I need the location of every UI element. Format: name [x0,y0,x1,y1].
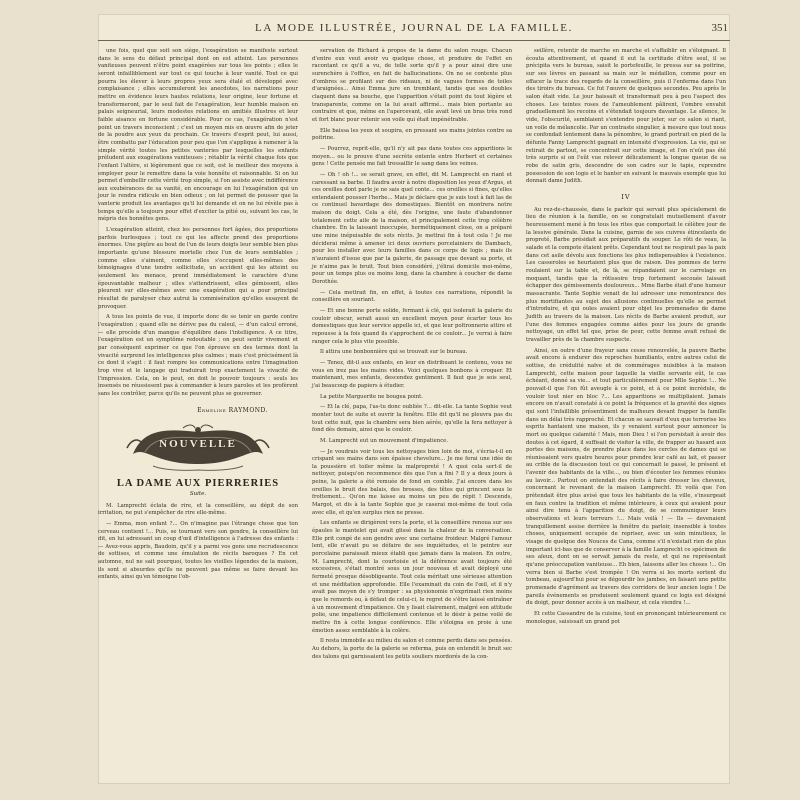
paragraph: une fois, quel que soit son siège, l'exagération se manifeste surtout dans le sens du défaut principal dont on est atteint. Les personnes vaniteuses peuvent n'être point exagérées sur tous les points ; elles le seront infailliblement sur tout ce qui touche à leur vanité. Tout ce qui pourra les élever à leurs propres yeux sera étalé et développé avec complaisance ; elles accumuleront les anecdotes, les narrations pour mettre en évidence leurs hautes relations, leur origine, leur fortune et transformeront, par le seul fait de l'exagération, leur humble maison en palais seigneurial, leurs modestes relations en amitiés illustres et leur faible aisance en fortune considérable. Pour ce cas, l'exagération n'est point un travers inconscient ; c'est un moyen mis en œuvre afin de jeter de la poudre aux yeux du prochain. Ce travers d'esprit peut, lui aussi, être combattu par l'éducation pour peu que l'on s'applique à ramener à la simple vérité toutes les petites vanteries par lesquelles les enfants préludent aux exagérations vaniteuses ; rétablir la vérité chaque fois que l'enfant l'altère, si légèrement que ce soit, est le meilleur des moyens à employer pour le remettre dans la voie honnête et raisonnable. Si on lui permet d'embellir cette vérité trop simple, si l'on assiste avec indifférence aux exubérances de sa vanité, en encourage en lui l'exagération qui un jour le rendra ridicule en bien odieux ; on lui permet de pousser que la vanterie produit les avantages qu'il lui demande et on ne lui révèle pas à temps qu'elle a toujours pour effet d'exciter la pitié ou, suivant les cas, le mépris des honnêtes gens. [98,48,298,223]
paragraph: La petite Marguerite ne bougea point. [320,393,423,400]
nouvelle-vignette [123,424,273,472]
paragraph: Et cette Cassandre de la cuisine, tout en prononçant intérieurement ce monologue, saisissait un grand pot [526,610,726,625]
paragraph: servation de Richard à propos de la dame du salon rouge. Chacun d'entre eux veut avoir vu quelque chose, et produire de l'effet en racontant ce qu'il a vu, de telle sorte qu'il y a pour ainsi dire une surenchère à l'office, en fait de hallucinations. On ne se contente plus d'ombres se profilant sur des rideaux, ni de vagues formes de toiles d'araignées... Ainsi Emma jure en tremblant, tandis que ses doubles claquent dans sa bouche, que l'apparition s'était point du tout légère et transparente, comme on la lui avait affirmé... mais bien portante au contraire et que, même en l'apercevant, elle avait levé un bras très rond et fort blanc pour retenir son voile qui était impénétrable. [312,48,512,123]
paragraph: Elle baissa les yeux et soupira, en pressant ses mains jointes contre sa poitrine. [312,127,512,142]
paragraph: Les enfants se dirigèrent vers la porte, et la conseillère renoua sur ses épaules le mantelet qui avait glissé dans la chaleur de la conversation. Elle prit congé de son gendre avec une certaine froideur. Malgré l'amour lent, elle n'avait pu se défaire de ses inquiétudes, et le peintre sur porcelaine paraissait mieux établi que jamais dans la maison. En outre, M. Lamprecht, dont la courtoisie et la déférence avait toujours été excessives, s'était montré sous un jour nouveau et avait déployé une fermeté presque désobligeante. Tout cela méritait une sérieuse attention et une méditation approfondie. Elle l'examinait du coin de l'œil, et il n'y avait pas moyen de s'y tromper : sa physionomie n'exprimait rien moins que le remords ou, à défaut de celui-ci, le regret de s'être laissé entraîner à un mouvement d'impatience. On y lisait clairement, malgré son attitude polie, une impatience difficilement contenue et le désir à peine voilé de mettre fin à cette longue conférence. Elle s'éloigna en proie à une émotion assez semblable à la colère. [312,520,512,634]
paragraph: A tous les points de vue, il importe donc de se tenir en garde contre l'exagération ; quand elle ne dérive pas du caleul, — d'un calcul erroné, — elle procède d'un manque d'équilibre dans l'intelligence. A ce titre, l'exagération est un symptôme redoutable ; on peut sentir vivement et par conséquent exprimer ce que l'on éprouve en des termes dont la vivacité surprend les intelligences plus calmes ; mais c'est précisément là ce dont il s'agit : il faut rompre les communications entre l'imagination trop vive et le langage qui traduirait trop exactement la vivacité de l'impression. Cela, on le peut, on doit le pouvoir toujours : seuls les insensés ne réussissent pas à commander à leurs paroles et les profèrent sans les contrôler, parce qu'ils ne peuvent plus se gouverner. [98,314,298,397]
paragraph: M. Lamprecht éclata de rire, et la conseillère, au dépit de son irritation, ne put s'empêcher de rire elle-même. [98,502,298,517]
paragraph: Au rez-de-chaussée, dans le parloir qui servait plus spécialement de lieu de réunion à la famille, on se congratulait mutuellement d'avoir heureusement mené à fin tous les rites que comportait le célèbre jour de la lessive générale. Dans la cuisine, garnie de ses cuivres étincelants de propreté, Barbe présidait aux préparatifs du souper. Le rôti de veau, la salade et la compote étaient prêts. Cependant tout ne respirait pas la paix dans cet asile dévolu aux fonctions les plus indispensables à l'existence. Les casseroles se heurtaient plus que de raison. Des pommes de terre roulaient sur la table et, de là, se répandaient sur le carrelage en moquant, tandis que la rôtissoire trop fortement secouée laissait échapper des gémissements douloureux... Mme Barbe était d'une humeur massacrante. Tante Sophie venait de lui adresser une remontrance des plus mortifiantes au sujet des allusions continuelles qu'elle se permet d'introduire, et qui ouïes avaient pour objet les promenades de dame Judith au travers de la maison. Les récits de Barbe avaient produit, sur l'une des femmes engagées comme aides pour les jours de grande nettoyage, un effet tel que, prise de peur, cette femme avait refusé de travailler près de la chambre suspecte. [526,206,726,343]
paragraph: — Oh ! oh !... se serait grave, en effet, dit M. Lamprecht en riant et caressant sa barbe. Il faudra avoir à notre disposition les yeux d'Argus, et ces oreilles dont parle je ne sais quel conte... ces oreilles si fines, qu'elles entendaient pousser l'herbe... Mais je déclare que je suis tout à fait las de ce continuel bavardage des domestiques. Bientôt on montrera notre maison du doigt. Cela a été, dès l'origine, une faute d'abandonner totalement cette aile de la maison, et principalement cette trop célèbre chambre. En la laissant inoccupée, hermétiquement close, on a préparé une mine inépuisable de sots récits. Je mettrai fin à tout cela ! Je me déciderai même à amener ici deux ouvriers porcelainiers de Dambach, pour les installer avec leurs familles dans ce corps de logis ; mais ils n'auraient d'issue que par la galerie, de passage que devant sa porte, et je n'aime pas le bruit. Tout bien considéré, j'élirai domicile moi-même, pour un temps plus ou moins long, dans la chambre à coucher de dame Dorothée. [312,171,512,286]
story-title: LA DAME AUX PIERRERIES [116,477,280,489]
newspaper-page [98,14,730,784]
paragraph: — Emma, mon enfant ?... On n'imagine pas l'étrange chose que ton cerveau contient !... Puis, se tournant vers son gendre, la conseillère lui dit, en lui adressant un coup d'œil d'intelligence à l'adresse des enfants : — Avez-vous appris, Baudoin, qu'il y a parmi vos gens une recrudescence de sottises, et comme une émulation de récits baroques ? En cet automne, nul ne sait pourquoi, toutes les vieilles légendes de la maison, ils sont si absurdes qu'ils ne peuvent pas même se faire devant les enfants, ainsi qu'en témoigne l'ob- [98,520,298,581]
paragraph: Ainsi, en outre d'une frayeur sans cesse renouvelée, la pauvre Barbe avait encore à endurer des reproches humiliants, entre autres celui de sottise, de crédulité naïve et de commérages nuisibles à la maison Lamprecht, cette maison pour laquelle la vieille servante eût, le cas échéant, donné sa vie... et tout particulièrement pour Mlle Sophie !... Ne pouvait-il que l'on fût aveugle à ce point, et à ce point incrédule, de vouloir tout nier en bloc ?... Les apparitions se multipliaient. Jamais encore on n'avait constaté à ce point la fréquence et la gravité des signes qui sont l'infaillible présentiment de malheurs devant frapper la famille dans un délai très rapproché. Et chacun se sauvait d'eux que terrorise les esprits hantaient une maison, ils y venaient surtout pour annoncer la mort ou quelque calamité ! Mais, mon Dieu ! si l'on persistait à avoir des doutes à cet égard, il suffisait de visiter la ville, de frapper au hasard aux portes des maisons, de prendre place dans les cercles de dames qui se réunissaient vers quatre heures pour prendre leur café au lait, et passer au crible de la discussion tout ce qui concernait le passé, le présent et l'avenir des habitants de la ville..., ou bien d'écouter les femmes réunies au lavoir... Partout on entendait des récits à faire dresser les cheveux, concernant le revenant de la maison Lamprecht. Et voilà que l'on prétendait être plus avisé que tous les habitants de la ville, s'insurgeait en faux contre la tradition et même intérieure, à ceux qui avaient pour ainsi dire tenu à l'apparition du doigt, de se communiquer leurs observations et leurs terreurs !... Mais voilà ! — Ils — devenaient tranquillement assise derrière la fenêtre du parloir, insensible à toutes choses, uniquement occupée de repriser, avec un soin minutieux, le visage de quelque des Nouces de Cana, comme s'il n'existait rien de plus important ici-bas que de conserver à la famille Lamprecht ce spécimen de ses aïeux, dont on se servait jamais du reste, et qui ne représentait qu'une préoccupation vaniteuse... Eh bien, laissons aller les choses !... On verra bien si Barbe s'est trompée ! On verra si les morts sortent du tombeau, aujourd'hui pour se dégourdir les jambes, en faisant une petite promenade d'agrément au travers des corridors de leur ancien logis ! De pareils événements se produisent seulement quand ce logis est désigné du doigt, pour donner accès à un malheur, et cela viendra !... [526,347,726,607]
paragraph: — Et une bonne porte solide, fermant à clé, qui isolerait la galerie du couloir obscur, serait aussi un excellent moyen pour écarter tous les domestiques que leur service appelle ici, et que leur poltronnerie attire et repousse à la fois quand ils s'approchent de ce couloir... Je verrai à faire ranger cela le plus vite possible. [312,308,512,345]
paragraph: seillère, retentir de marche en marche et s'affaiblir en s'éloignant. Il écouta attentivement, et quand il eut la certitude d'être seul, il se précipita vers le bureau, saisit le portefeuille, le pressa sur sa poitrine, sur ses lèvres en passant sa main sur le médaillon, comme pour en effacer la trace des regards de la conseillère, puis il l'enferma dans l'un des tiroirs du bureau. Ce fut l'œuvre de quelques secondes. Peu après le salon était vide. Le jour baissait et transformait peu à peu l'aspect des choses. Les teintes roses de l'ameublement pâlirent, l'ombre envahit graduellement les recoins et s'étendait toujours davantage. Le silence, le vide, l'obscurité, semblaient s'entendre pour jeter, sur ce salon si riant, un voile de mélancolie. Par un contraste singulier, à mesure que tout nous se confondait lentement dans la pénombre, le grand portrait en pied de la défunte Fanny Lamprecht gagnait en intensité d'expression. La vie, qui se retirait de partout, se concentrait sur cette image, et l'on n'eût pas été très surpris si on l'eût vue relever délicatement la longue queue de sa robe de satin gris, descendre de son cadre sur le tapis, reprendre possession de son logis et le hanter en suivant le mauvais exemple que lui donnait dame Judith. [526,48,726,185]
journal-title: LA MODE ILLUSTRÉE, JOURNAL DE LA FAMILLE. [255,22,573,34]
paragraph: — Cela mettrait fin, en effet, à toutes ces narrations, répondit la conseillère en souriant. [312,289,512,304]
column-2 [312,48,512,664]
paragraph: — Je voudrais voir tous les nettoyages bien loin de moi, s'écria-t-il en crispant ses mains dans son épaisse chevelure... Je me ferai une idée de la poussière et toiler même la malpropreté ! A quoi cela sert-il de nettoyer, puisqu'on recommence dès que l'on a fini ? Il y a deux jours à peine, la galerie a été remuée de fond en comble. J'ai encore dans les oreilles le bruit des balais, des brosses, des têtes qui grincent sous le frottement... Qu'on me laisse au moins un peu de répit ! Descends, Margot, et dis à la tante Sophie que je caserai moi-même de tout cela avec elle, et qu'en surplus rien ne presse. [312,448,512,516]
page-number: 351 [711,22,728,34]
column-1 [98,48,298,585]
nouvelle-label: NOUVELLE [159,437,237,450]
author-signature: Ermeline RAYMOND. [197,406,268,414]
paragraph: Il resta immobile au milieu du salon et comme perdu dans ses pensées. Au dehors, la porte de la galerie se referma, puis on entendit le bruit sec des talons qui garnissaient les petits souliers mordorés de la con- [312,638,512,660]
paragraph: M. Lamprecht eut un mouvement d'impatience. [320,437,448,444]
paragraph: — Pourrez, reprit-elle, qu'il n'y ait pas dans toutes ces apparitions le moyen... ou le prouve d'une secrète entente entre Herbert et certaines gens ! Cette pensée me fait tressaillir le sang dans les veines. [312,145,512,168]
running-header [98,22,730,41]
paragraph: Il attira une bonbonnière qui se trouvait sur le bureau. [320,349,468,356]
paragraph: — Tenez, dit-il aux enfants, en leur en distribuant le contenu, vous ne vous en irez pas les mains vides. Voici quelques bonbons à croquer. Et maintenant, mes enfants, descendez gentiment. Il faut que je sois seul, j'ai beaucoup de papiers à étudier. [312,359,512,389]
chapter-number: IV [621,192,631,201]
column-3 [526,48,726,629]
paragraph: L'exagération atteint, chez les personnes fort âgées, des proportions parfois burlesques ; tout ce qui les affecte prend des proportions énormes. Une piqûre au bout de l'un de leurs doigts leur semble bien plus importante qu'une blessure mortelle chez l'un de leurs semblables ; comme elles s'aiment, comme elles s'occupent elles-mêmes des témoignages d'une tendre sollicitude, un accident qui les atteint ou seulement les menace, prend immédiatement le caractère d'une épouvantable malheur ; elles s'attendrissent, elles gémissent, elles pleurent sur elles-mêmes avec une exagération qui a pour principal résultat de paralyser chez autrui la commisération qu'elles essayent de provoquer. [98,227,298,310]
story-subtitle: Suite. [189,490,207,497]
paragraph: — Et la clé, papa, l'as-tu donc oubliée ?... dit-elle. La tante Sophie veut monter tout de suite et ouvrir la fenêtre. Elle dit qu'il ne pleuvra pas du tout cette nuit, que la chambre sera bien aérée, qu'elle la fera nettoyer à fond dès demain, ainsi que le couloir. [312,404,512,434]
